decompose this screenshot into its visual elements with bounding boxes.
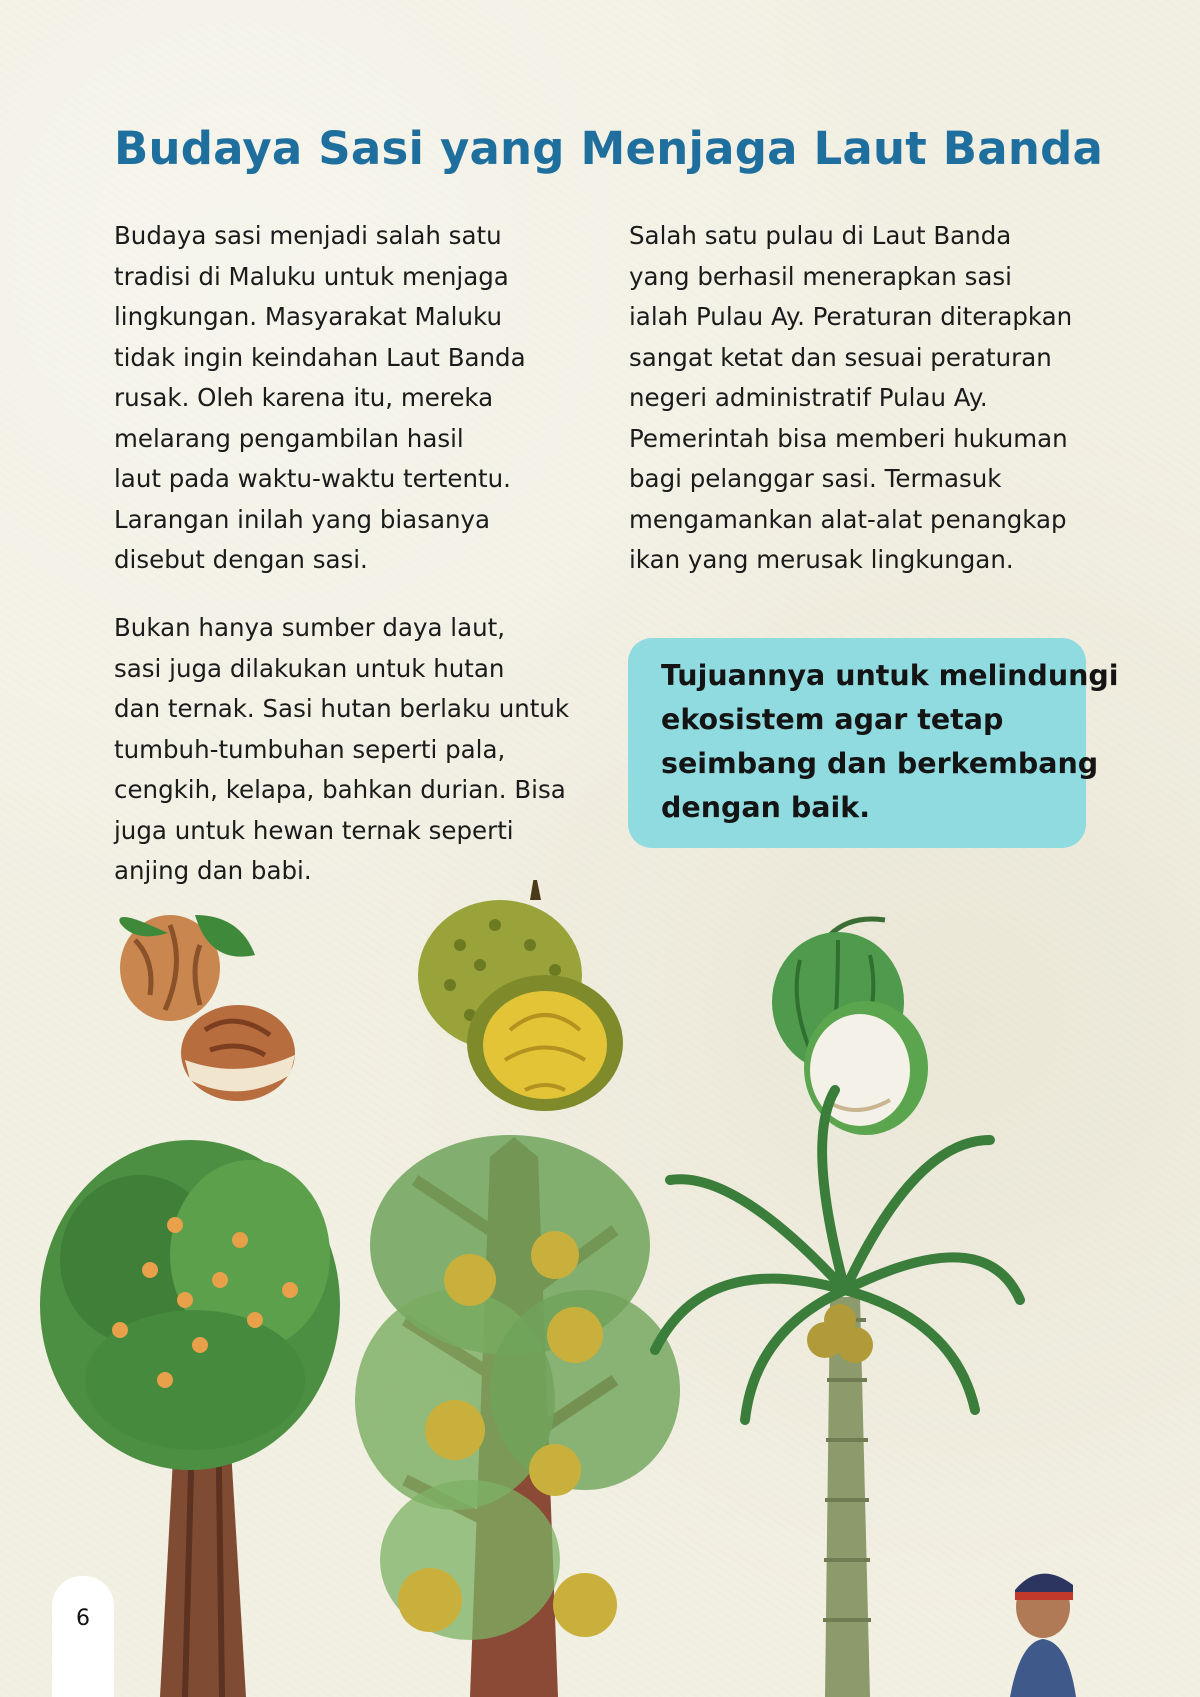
text-line: dan ternak. Sasi hutan berlaku untuk (114, 694, 570, 723)
page-title: Budaya Sasi yang Menjaga Laut Banda (114, 122, 1104, 175)
paragraph-sasi-forest (114, 608, 584, 892)
paragraph-sasi-intro (114, 216, 584, 581)
child-figure-icon (1010, 1574, 1076, 1697)
trees-illustration (0, 880, 1200, 1697)
nutmeg-fruit-icon (119, 915, 295, 1101)
text-line: Pemerintah bisa memberi hukuman (629, 423, 1068, 453)
durian-tree-icon (355, 1135, 680, 1697)
callout-line: dengan baik. (661, 791, 871, 824)
paragraph-pulau-ay (629, 216, 1099, 581)
callout-line: ekosistem agar tetap (661, 703, 1004, 736)
page-number-tab (52, 1576, 114, 1697)
text-line: tradisi di Maluku untuk menjaga (114, 261, 509, 291)
coconut-palm-icon (655, 1090, 1020, 1697)
text-line: laut pada waktu-waktu tertentu. (114, 464, 511, 493)
text-line: ialah Pulau Ay. Peraturan diterapkan (629, 302, 1073, 331)
text-line: sangat ketat dan sesuai peraturan (629, 342, 1052, 372)
text-line: rusak. Oleh karena itu, mereka (114, 383, 494, 412)
text-line: Larangan inilah yang biasanya (114, 504, 491, 534)
text-line: mengamankan alat-alat penangkap (629, 504, 1067, 534)
page-number: 6 (76, 1606, 90, 1631)
text-line: melarang pengambilan hasil (114, 423, 464, 453)
text-line: bagi pelanggar sasi. Termasuk (629, 464, 1002, 493)
text-line: disebut dengan sasi. (114, 545, 368, 574)
text-line: cengkih, kelapa, bahkan durian. Bisa (114, 775, 566, 804)
text-line: yang berhasil menerapkan sasi (629, 261, 1012, 291)
callout-line: Tujuannya untuk melindungi (661, 659, 1119, 692)
highlight-callout-box (628, 638, 1119, 848)
callout-line: seimbang dan berkembang (661, 747, 1099, 780)
text-line: tumbuh-tumbuhan seperti pala, (114, 734, 506, 764)
coconut-fruit-icon (772, 919, 928, 1135)
text-line: Salah satu pulau di Laut Banda (629, 221, 1012, 250)
text-line: ikan yang merusak lingkungan. (629, 545, 1014, 574)
text-line: tidak ingin keindahan Laut Banda (114, 342, 526, 372)
text-line: lingkungan. Masyarakat Maluku (114, 302, 502, 331)
text-line: Budaya sasi menjadi salah satu (114, 221, 502, 250)
text-line: juga untuk hewan ternak seperti (114, 815, 514, 845)
text-line: anjing dan babi. (114, 856, 312, 885)
durian-fruit-icon (418, 880, 623, 1111)
text-line: sasi juga dilakukan untuk hutan (114, 653, 505, 683)
text-line: negeri administratif Pulau Ay. (629, 383, 988, 412)
text-line: Bukan hanya sumber daya laut, (114, 613, 506, 642)
